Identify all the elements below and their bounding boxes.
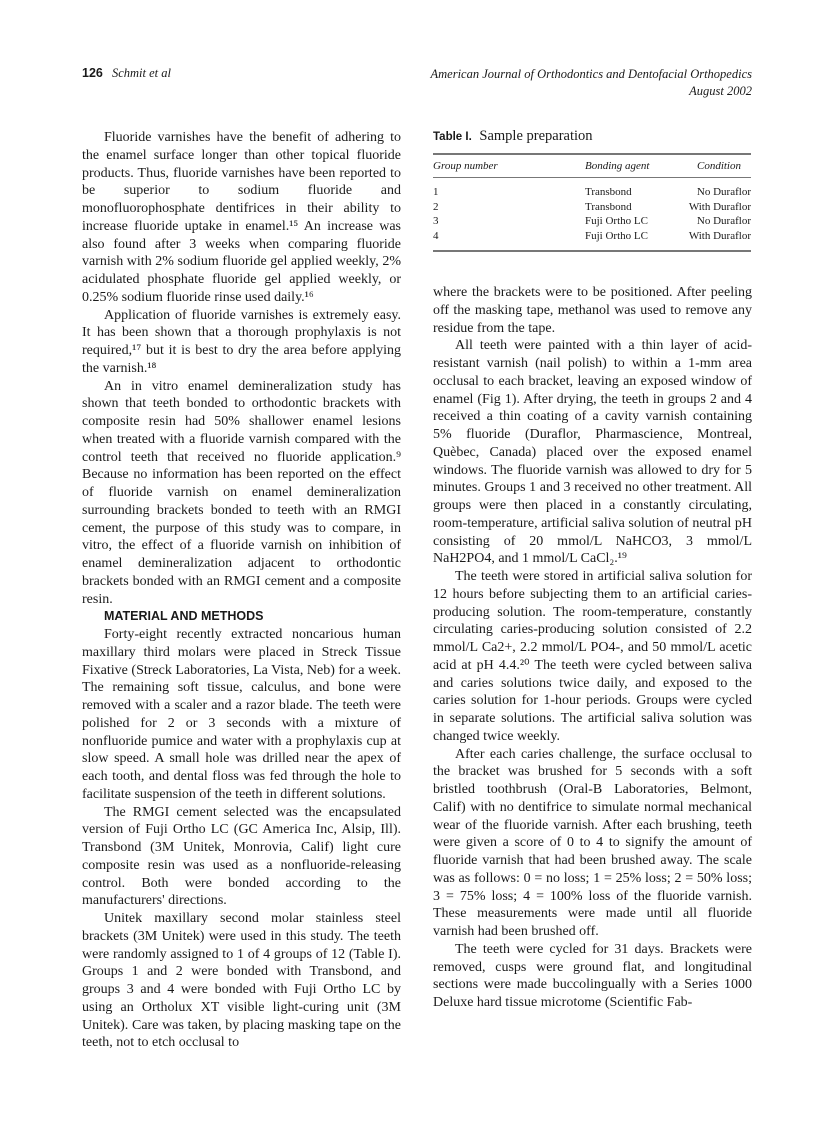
issue-date: August 2002 bbox=[689, 84, 752, 98]
paragraph: The RMGI cement selected was the encapsulated version of Fuji Ortho LC (GC America Inc, Alsip, Ill). Transbond (3M Unitek, Monrovia, Calif) light cure composite resin was used as a nonfluoride-releasing control. Both were bonded according to the manufacturers' directions. bbox=[82, 804, 401, 909]
table-cell: 3 bbox=[433, 215, 439, 227]
table-cell: 2 bbox=[433, 200, 439, 213]
running-header-right bbox=[431, 66, 753, 100]
paragraph: Fluoride varnishes have the benefit of adhering to the enamel surface longer than other topical fluoride products. Thus, fluoride varnishes have been reported to be superior to sodium fluoride and monofluorophosphate dentifrices in their ability to increase fluoride uptake in enamel.¹⁵ An increase was also found after 3 weeks when comparing fluoride varnish with 2% sodium fluoride gel applied weekly, 2% acidulated phosphate fluoride gel applied weekly, or 0.25% sodium fluoride rinse used daily.¹⁶ bbox=[82, 130, 401, 305]
sample-preparation-table bbox=[433, 128, 751, 252]
paragraph: An in vitro enamel demineralization study has shown that teeth bonded to orthodontic brackets with composite resin had 50% shallower enamel lesions when treated with a fluoride varnish compared with the control teeth that received no fluoride application.⁹ Because no information has been reported on the effect of fluoride varnish on enamel demineralization surrounding brackets bonded to teeth with an RMGI cement, the purpose of this study was to compare, in vitro, the effect of a fluoride varnish on inhibition of enamel demineralization adjacent to orthodontic brackets bonded with an RMGI cement and a composite resin. bbox=[82, 378, 401, 607]
table-cell: Transbond bbox=[585, 200, 632, 213]
paragraph: The teeth were cycled for 31 days. Brackets were removed, cusps were ground flat, and longitudinal sections were made buccolingually with a Series 1000 Deluxe hard tissue microtome (Scientific Fab- bbox=[433, 941, 752, 1010]
table-label: Table I. bbox=[433, 131, 472, 143]
table-title: Sample preparation bbox=[479, 128, 593, 144]
paragraph: Unitek maxillary second molar stainless steel brackets (3M Unitek) were used in this study. The teeth were randomly assigned to 1 of 4 groups of 12 (Table I). Groups 1 and 2 were bonded with Transbond, and groups 3 and 4 were bonded with Fuji Ortho LC by using an Ortholux XT visible light-curing unit (3M Unitek). Care was taken, by placing masking tape on the teeth, not to etch occlusal to bbox=[82, 911, 401, 1051]
table bbox=[433, 153, 751, 252]
table-cell: Transbond bbox=[585, 186, 632, 198]
running-header-left bbox=[82, 66, 171, 81]
column-header: Bonding agent bbox=[585, 154, 669, 178]
column-header: Condition bbox=[669, 154, 751, 178]
table-caption bbox=[433, 128, 751, 145]
page-number: 126 bbox=[82, 66, 103, 80]
table-header-row bbox=[433, 154, 751, 178]
table-cell: With Duraflor bbox=[669, 229, 751, 252]
table-cell: 4 bbox=[433, 229, 585, 252]
table-row bbox=[433, 214, 751, 229]
table-cell: With Duraflor bbox=[688, 200, 751, 213]
paragraph: Application of fluoride varnishes is extremely easy. It has been shown that a thorough prophylaxis is not required,¹⁷ but it is best to dry the area before applying the varnish.¹⁸ bbox=[82, 307, 401, 376]
table-cell: Fuji Ortho LC bbox=[585, 229, 669, 252]
table-cell: 1 bbox=[433, 186, 439, 198]
right-column bbox=[433, 284, 752, 1012]
table-row bbox=[433, 229, 751, 252]
table-cell: No Duraflor bbox=[696, 186, 751, 198]
journal-name: American Journal of Orthodontics and Dentofacial Orthopedics bbox=[430, 67, 752, 81]
table-cell: No Duraflor bbox=[696, 215, 751, 227]
table-cell: Fuji Ortho LC bbox=[585, 215, 648, 227]
section-heading: MATERIAL AND METHODS bbox=[104, 609, 264, 624]
table-row bbox=[433, 200, 751, 215]
left-column bbox=[82, 129, 401, 1052]
paragraph: where the brackets were to be positioned. After peeling off the masking tape, methanol was used to remove any residue from the tape. bbox=[433, 285, 752, 336]
table-row bbox=[433, 178, 751, 200]
running-authors: Schmit et al bbox=[111, 66, 171, 80]
paragraph: After each caries challenge, the surface occlusal to the bracket was brushed for 5 seconds with a soft bristled toothbrush (Oral-B Laboratories, Belmont, Calif) with no dentifrice to simulate normal mechanical wear of the fluoride varnish. After each brushing, teeth were given a score of 0 to 4 to signify the amount of fluoride varnish that had been brushed away. The scale was as follows: 0 = no loss; 1 = 25% loss; 2 = 50% loss; 3 = 75% loss; 4 = 100% loss of the fluoride varnish. These measurements were made until all fluoride varnish had been brushed off. bbox=[433, 746, 752, 939]
column-header: Group number bbox=[433, 154, 585, 178]
paragraph: The teeth were stored in artificial saliva solution for 12 hours before subjecting them to an artificial caries-producing solution. The room-temperature, constantly circulating caries-producing solution consisted of 2.2 mmol/L Ca2+, 2.2 mmol/L PO4-, and 50 mmol/L acetic acid at pH 4.4.²⁰ The teeth were cycled between saliva and caries solutions twice daily, and exposed to the caries solution for 1-hour periods. Groups were cycled in separate solutions. The artificial saliva solution was changed twice weekly. bbox=[433, 569, 752, 744]
paragraph: Forty-eight recently extracted noncarious human maxillary third molars were placed in Streck Tissue Fixative (Streck Laboratories, La Vista, Neb) for a week. The remaining soft tissue, calculus, and bone were removed with a scaler and a razor blade. The teeth were polished for 2 or 3 seconds with a mixture of nonfluoride pumice and water with a prophylaxis cup at slow speed. A small hole was drilled near the apex of each tooth, and dental floss was fed through the hole to facilitate suspension of the teeth in different solutions. bbox=[82, 627, 401, 802]
paragraph: All teeth were painted with a thin layer of acid-resistant varnish (nail polish) to within a 1-mm area occlusal to each bracket, leaving an exposed window of enamel (Fig 1). After drying, the teeth in groups 2 and 4 received a thin coating of a cavity varnish containing 5% fluoride (Duraflor, Pharmascience, Montreal, Quèbec, Canada) placed over the exposed enamel windows. The fluoride varnish was allowed to dry for 5 minutes. Groups 1 and 3 received no other treatment. All groups were then placed in a constantly circulating, room-temperature, artificial saliva solution of neutral pH consisting of 20 mmol/L NaHCO3, 3 mmol/L NaH2PO4, and 1 mmol/L CaCl₂.¹⁹ bbox=[433, 338, 752, 567]
